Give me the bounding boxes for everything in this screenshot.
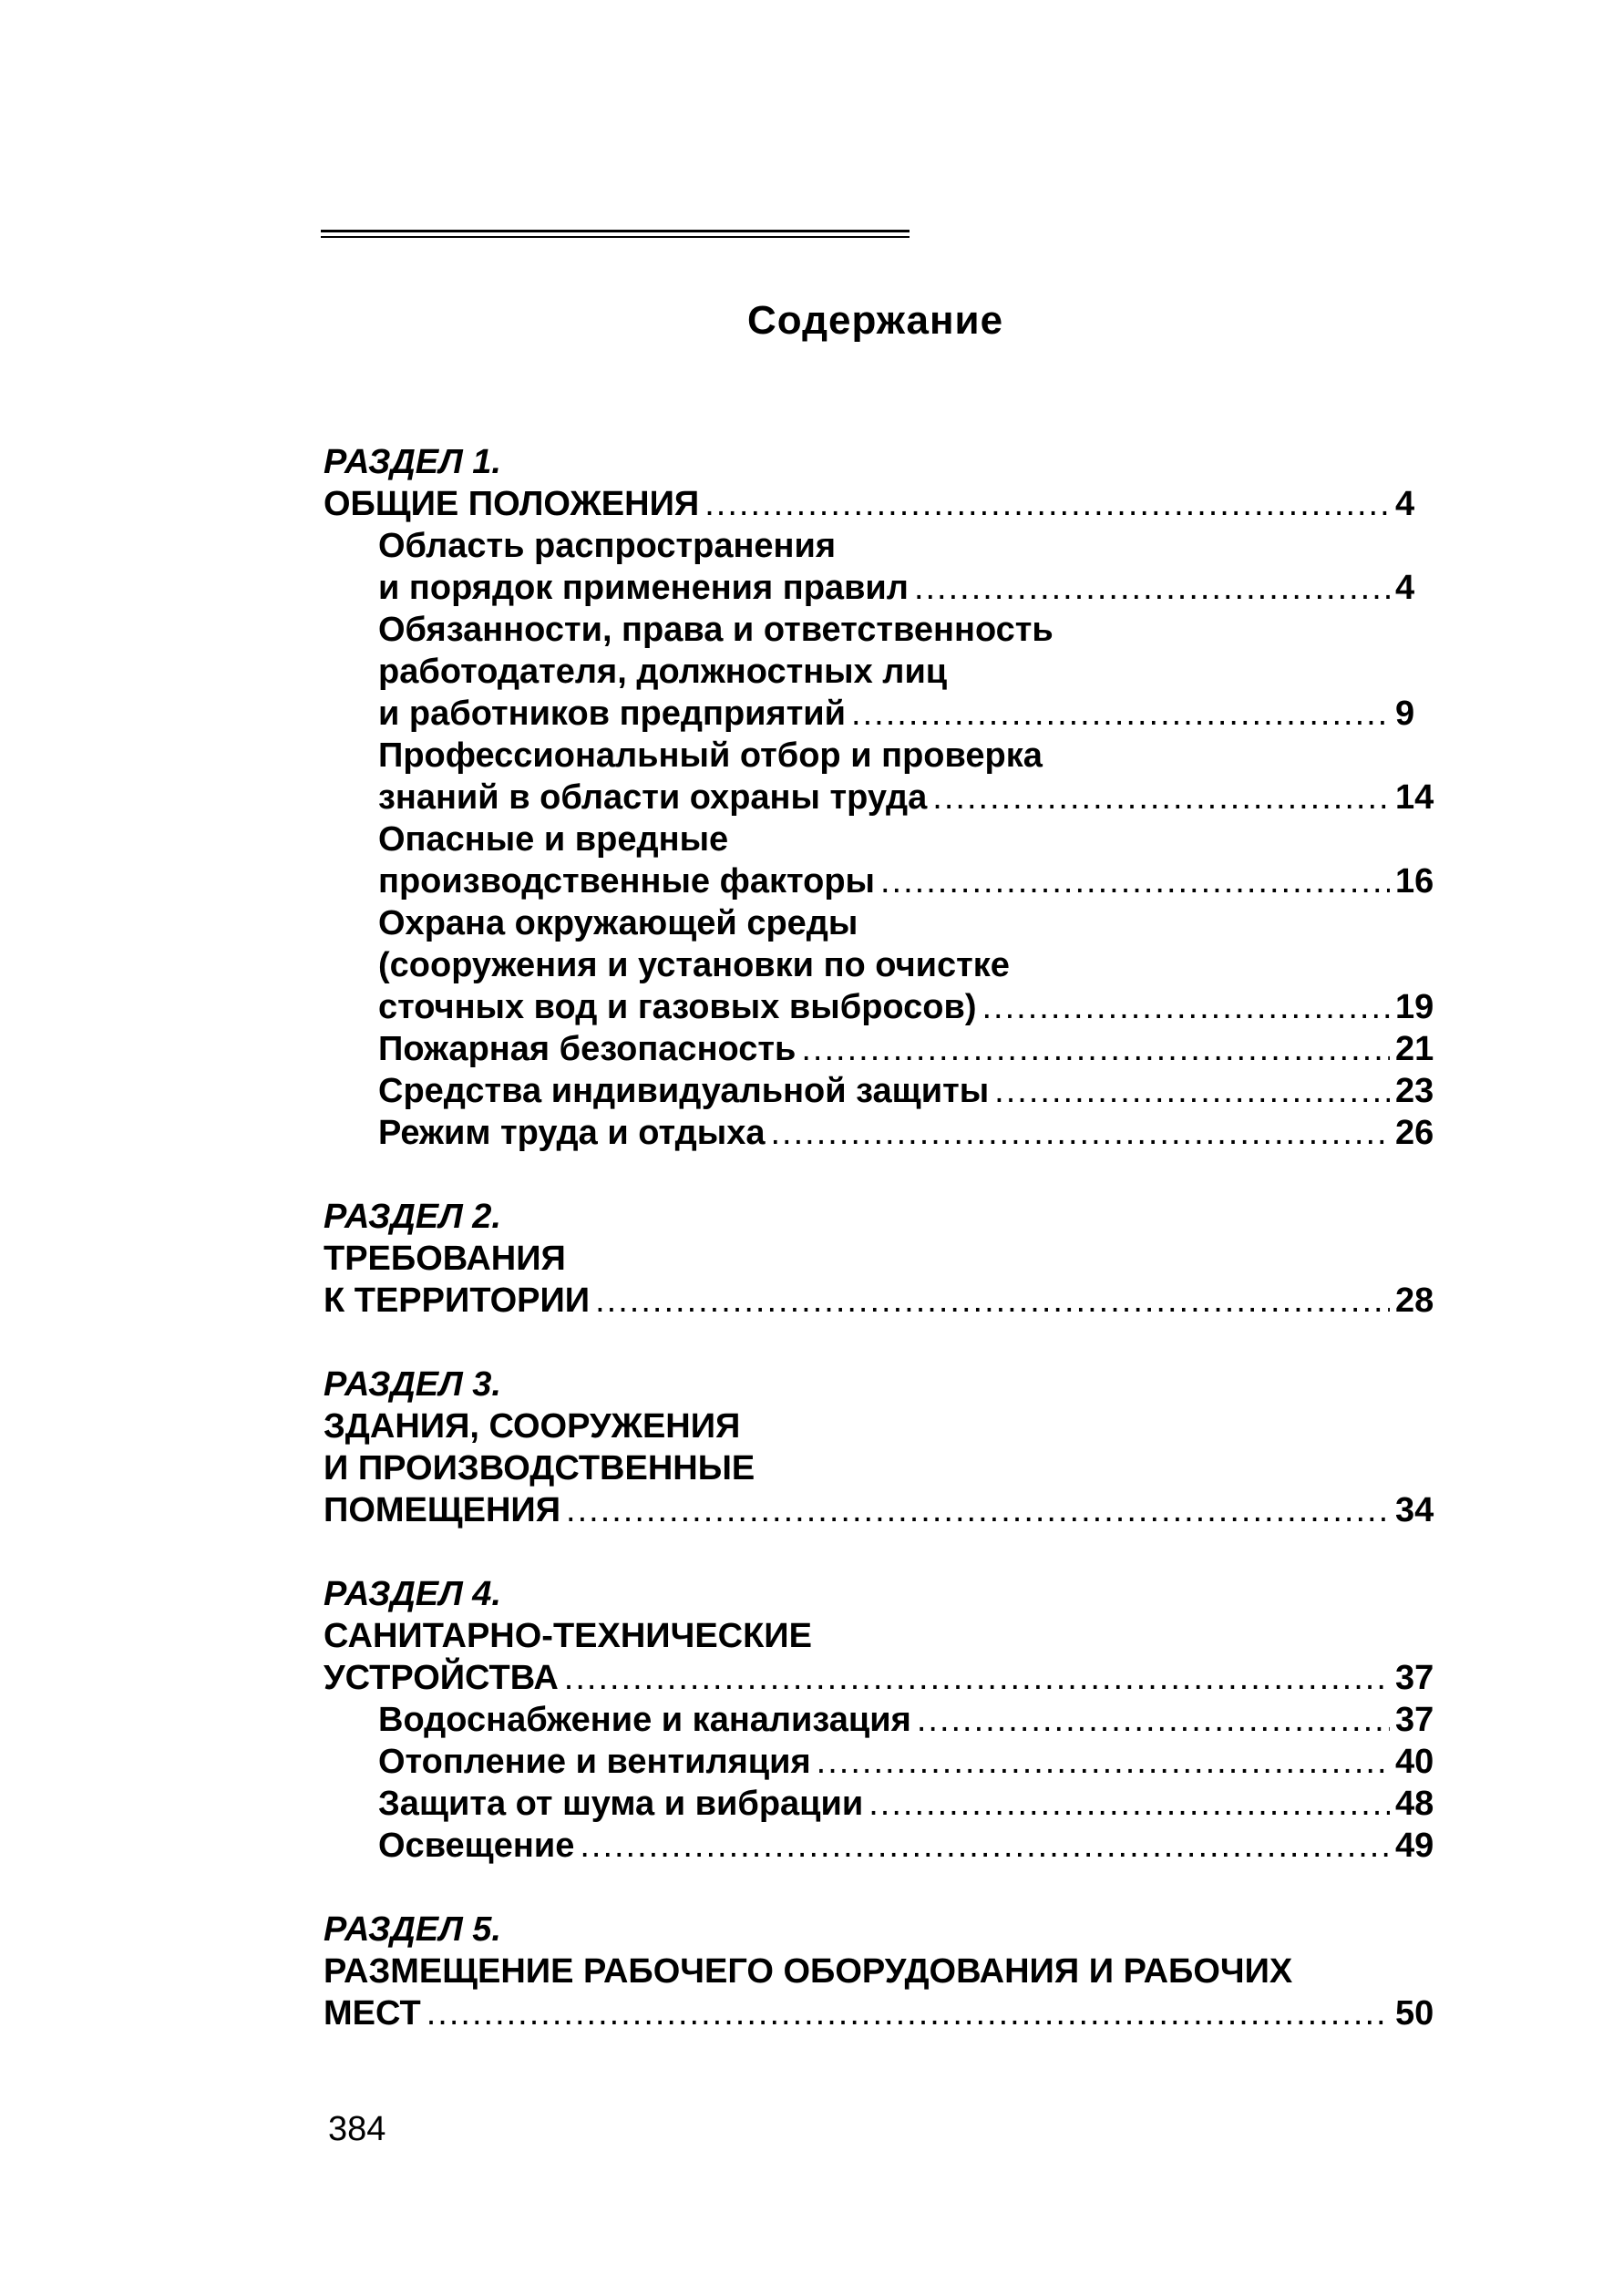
subsection-entry-row	[378, 1699, 1454, 1741]
section-heading[interactable]	[324, 1238, 1454, 1322]
toc-section	[324, 441, 1454, 1154]
section-heading-row	[324, 1992, 1454, 2034]
dot-leader	[982, 986, 1390, 1028]
section-heading-line: И ПРОИЗВОДСТВЕННЫЕ	[324, 1449, 755, 1487]
subsection-entry-page: 23	[1395, 1072, 1434, 1110]
page-number: 384	[328, 2110, 386, 2148]
dot-leader	[704, 483, 1390, 525]
subsection-entry-title: сточных вод и газовых выбросов)	[378, 988, 977, 1026]
section-heading-row	[324, 1280, 1454, 1322]
subsection-entry[interactable]	[324, 818, 1454, 902]
subsection-entry-title: Пожарная безопасность	[378, 1030, 797, 1068]
dot-leader	[869, 1783, 1390, 1825]
subsection-entry-row	[378, 1112, 1454, 1154]
subsection-entry[interactable]	[324, 1783, 1454, 1825]
subsection-entry[interactable]	[324, 1699, 1454, 1741]
section-label: РАЗДЕЛ 2.	[324, 1198, 501, 1236]
dot-leader	[817, 1741, 1390, 1783]
subsection-entry[interactable]	[324, 902, 1454, 1028]
toc-section	[324, 1573, 1454, 1867]
header-rule	[321, 230, 910, 239]
subsection-entry-page: 14	[1395, 778, 1434, 817]
section-label: РАЗДЕЛ 5.	[324, 1910, 501, 1949]
subsection-entry[interactable]	[324, 1825, 1454, 1867]
section-heading[interactable]	[324, 1405, 1454, 1531]
subsection-entry-page: 49	[1395, 1827, 1434, 1865]
section-heading-title: УСТРОЙСТВА	[324, 1659, 559, 1697]
section-heading-title: МЕСТ	[324, 1994, 421, 2033]
dot-leader	[932, 777, 1390, 818]
subsection-entry-row	[378, 1741, 1454, 1783]
section-label: РАЗДЕЛ 4.	[324, 1575, 501, 1613]
subsection-entry[interactable]	[324, 1070, 1454, 1112]
toc-section	[324, 1364, 1454, 1531]
subsection-entry-title: Освещение	[378, 1827, 575, 1865]
toc-section	[324, 1196, 1454, 1322]
subsection-entry-page: 26	[1395, 1114, 1434, 1152]
section-heading[interactable]	[324, 1950, 1454, 2034]
subsection-entry[interactable]	[324, 525, 1454, 609]
dot-leader	[770, 1112, 1390, 1154]
header-rule-top-line	[321, 230, 910, 232]
subsection-entry-line: Область распространения	[378, 527, 837, 565]
subsection-entry-row	[378, 1825, 1454, 1867]
subsection-entry-row	[378, 1070, 1454, 1112]
subsection-entry-title: Режим труда и отдыха	[378, 1114, 766, 1152]
subsection-entry-line: работодателя, должностных лиц	[378, 653, 948, 691]
table-of-contents	[324, 441, 1454, 2076]
section-heading-page: 50	[1395, 1994, 1434, 2033]
subsection-entry-title: Средства индивидуальной защиты	[378, 1072, 990, 1110]
dot-leader	[914, 567, 1390, 609]
subsection-entry-row	[378, 1783, 1454, 1825]
subsection-entry[interactable]	[324, 1741, 1454, 1783]
section-heading-page: 28	[1395, 1281, 1434, 1320]
section-label: РАЗДЕЛ 1.	[324, 443, 501, 481]
subsection-entry-title: производственные факторы	[378, 862, 875, 901]
subsection-entry-page: 48	[1395, 1785, 1434, 1823]
subsection-entry-page: 21	[1395, 1030, 1434, 1068]
section-heading-page: 37	[1395, 1659, 1434, 1697]
section-heading-line: САНИТАРНО-ТЕХНИЧЕСКИЕ	[324, 1617, 812, 1655]
subsection-entry[interactable]	[324, 609, 1454, 735]
dot-leader	[851, 693, 1390, 735]
subsection-entry-row	[378, 693, 1454, 735]
dot-leader	[566, 1489, 1390, 1531]
section-heading-page: 4	[1395, 485, 1415, 523]
subsection-entry-line: Профессиональный отбор и проверка	[378, 736, 1043, 775]
subsection-entry-page: 16	[1395, 862, 1434, 901]
subsection-entry-title: Отопление и вентиляция	[378, 1743, 811, 1781]
dot-leader	[595, 1280, 1390, 1322]
dot-leader	[580, 1825, 1390, 1867]
subsection-entry-title: Водоснабжение и канализация	[378, 1701, 911, 1739]
section-label: РАЗДЕЛ 3.	[324, 1365, 501, 1404]
section-heading-row	[324, 483, 1454, 525]
section-heading-line: РАЗМЕЩЕНИЕ РАБОЧЕГО ОБОРУДОВАНИЯ И РАБОЧИХ	[324, 1952, 1293, 1991]
section-heading[interactable]	[324, 483, 1454, 525]
dot-leader	[917, 1699, 1390, 1741]
section-heading-line: ЗДАНИЯ, СООРУЖЕНИЯ	[324, 1407, 741, 1446]
section-heading-page: 34	[1395, 1491, 1434, 1529]
section-heading-line: ТРЕБОВАНИЯ	[324, 1240, 566, 1278]
subsection-entry-row	[378, 986, 1454, 1028]
subsection-entry-title: и порядок применения правил	[378, 569, 909, 607]
subsection-entry-title: и работников предприятий	[378, 695, 847, 733]
subsection-entry-line: Обязанности, права и ответственность	[378, 611, 1054, 649]
subsection-entry[interactable]	[324, 1028, 1454, 1070]
subsection-entry-line: Охрана окружающей среды	[378, 904, 858, 942]
subsection-entry-line: (сооружения и установки по очистке	[378, 946, 1010, 984]
subsection-entry-page: 40	[1395, 1743, 1434, 1781]
toc-section	[324, 1909, 1454, 2034]
subsection-entry[interactable]	[324, 1112, 1454, 1154]
dot-leader	[880, 860, 1390, 902]
dot-leader	[427, 1992, 1390, 2034]
subsection-entry-line: Опасные и вредные	[378, 820, 729, 859]
dot-leader	[564, 1657, 1390, 1699]
subsection-entry-title: Защита от шума и вибрации	[378, 1785, 864, 1823]
subsection-entry-row	[378, 1028, 1454, 1070]
section-heading[interactable]	[324, 1615, 1454, 1699]
subsection-entry-page: 37	[1395, 1701, 1434, 1739]
dot-leader	[801, 1028, 1390, 1070]
subsection-entry-page: 9	[1395, 695, 1415, 733]
subsection-entry-page: 4	[1395, 569, 1415, 607]
section-heading-row	[324, 1489, 1454, 1531]
subsection-entry-page: 19	[1395, 988, 1434, 1026]
section-heading-title: ОБЩИЕ ПОЛОЖЕНИЯ	[324, 485, 700, 523]
header-rule-bottom-line	[321, 236, 910, 238]
subsection-entry-title: знаний в области охраны труда	[378, 778, 928, 817]
subsection-entry[interactable]	[324, 735, 1454, 818]
subsection-entry-row	[378, 567, 1454, 609]
section-heading-title: К ТЕРРИТОРИИ	[324, 1281, 591, 1320]
section-heading-row	[324, 1657, 1454, 1699]
subsection-entry-row	[378, 860, 1454, 902]
subsection-entry-row	[378, 777, 1454, 818]
dot-leader	[994, 1070, 1390, 1112]
page-title: Содержание	[747, 298, 1004, 343]
section-heading-title: ПОМЕЩЕНИЯ	[324, 1491, 561, 1529]
